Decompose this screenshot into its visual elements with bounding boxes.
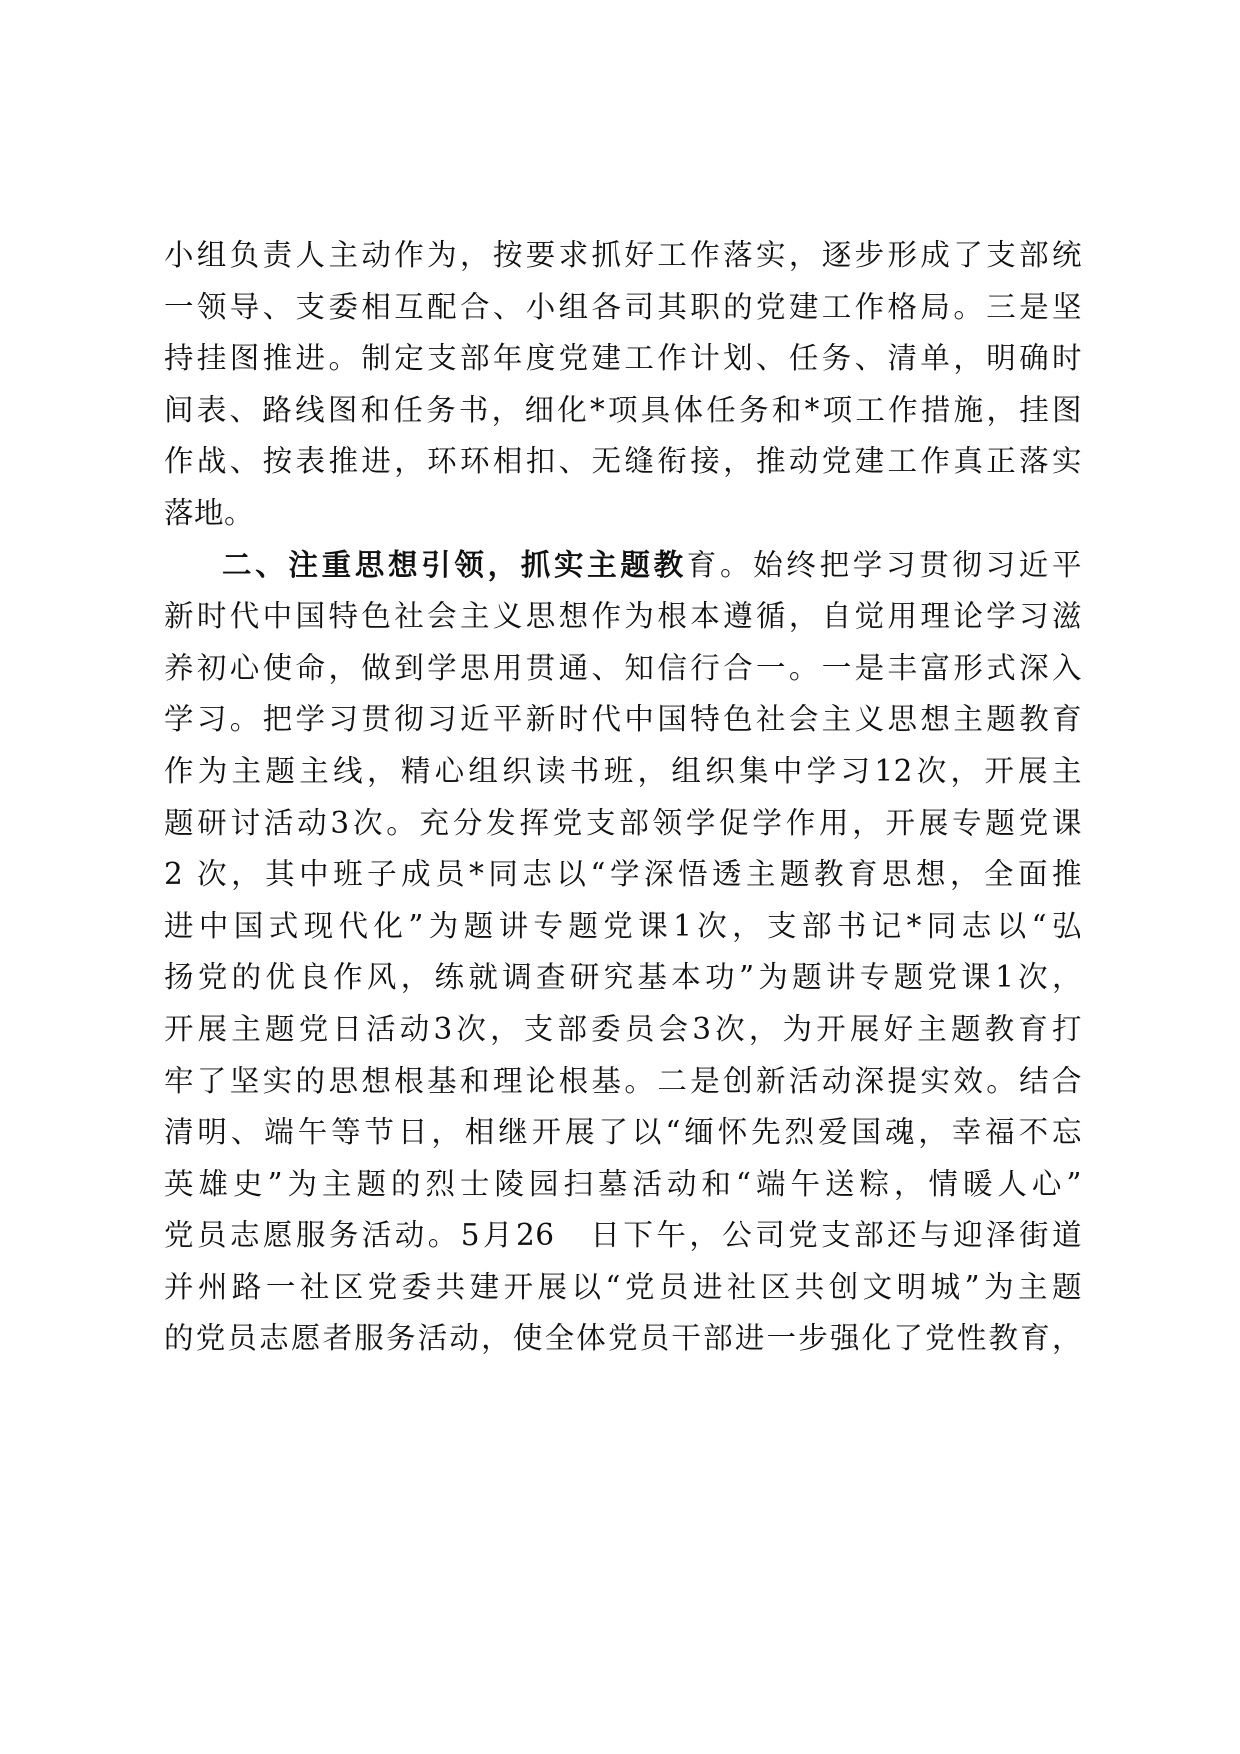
document-body xyxy=(164,230,1082,1365)
paragraph-1 xyxy=(164,230,1082,540)
text-line: 清明、端午等节日，相继开展了以“缅怀先烈爱国魂，幸福不忘 xyxy=(164,1115,1082,1150)
text-line: 作为主题主线，精心组织读书班，组织集中学习12次，开展主 xyxy=(164,753,1082,788)
text-line: 落地。 xyxy=(164,495,255,530)
text-line: 一领导、支委相互配合、小组各司其职的党建工作格局。三是坚 xyxy=(164,289,1082,324)
text-line: 开展主题党日活动3次，支部委员会3次，为开展好主题教育打 xyxy=(164,1011,1082,1046)
text-line: 养初心使命，做到学思用贯通、知信行合一。一是丰富形式深入 xyxy=(164,650,1082,685)
text-line: 小组负责人主动作为，按要求抓好工作落实，逐步形成了支部统 xyxy=(164,238,1082,272)
text-line: 题研讨活动3次。充分发挥党支部领学促学作用，开展专题党课 xyxy=(164,805,1082,840)
text-line: 的党员志愿者服务活动，使全体党员干部进一步强化了党性教育， xyxy=(164,1321,1082,1356)
text-line: 并州路一社区党委共建开展以“党员进社区共创文明城”为主题 xyxy=(164,1269,1082,1304)
text-line: 扬党的优良作风，练就调查研究基本功”为题讲专题党课1次， xyxy=(164,960,1082,995)
text-line: 2 次，其中班子成员*同志以“学深悟透主题教育思想，全面推 xyxy=(164,857,1082,892)
text-line: 英雄史”为主题的烈士陵园扫墓活动和“端午送粽，情暖人心” xyxy=(164,1166,1082,1201)
text-line: 党员志愿服务活动。5月26 日下午，公司党支部还与迎泽街道 xyxy=(164,1218,1082,1253)
text-line: 间表、路线图和任务书，细化*项具体任务和*项工作措施，挂图 xyxy=(164,392,1082,427)
section-heading: 二、注重思想引领，抓实主题教 xyxy=(222,547,687,582)
text-line: 学习。把学习贯彻习近平新时代中国特色社会主义思想主题教育 xyxy=(164,702,1082,737)
text-line: 进中国式现代化”为题讲专题党课1次，支部书记*同志以“弘 xyxy=(164,908,1082,943)
heading-continuation: 育。始终把学习贯彻习近平 xyxy=(686,547,1082,582)
text-line: 作战、按表推进，环环相扣、无缝衔接，推动党建工作真正落实 xyxy=(164,444,1082,479)
text-line: 牢了坚实的思想根基和理论根基。二是创新活动深提实效。结合 xyxy=(164,1063,1082,1098)
text-line: 新时代中国特色社会主义思想作为根本遵循，自觉用理论学习滋 xyxy=(164,599,1082,634)
text-line: 持挂图推进。制定支部年度党建工作计划、任务、清单，明确时 xyxy=(164,341,1082,376)
paragraph-first-line xyxy=(164,540,1082,592)
paragraph-2 xyxy=(164,540,1082,1366)
